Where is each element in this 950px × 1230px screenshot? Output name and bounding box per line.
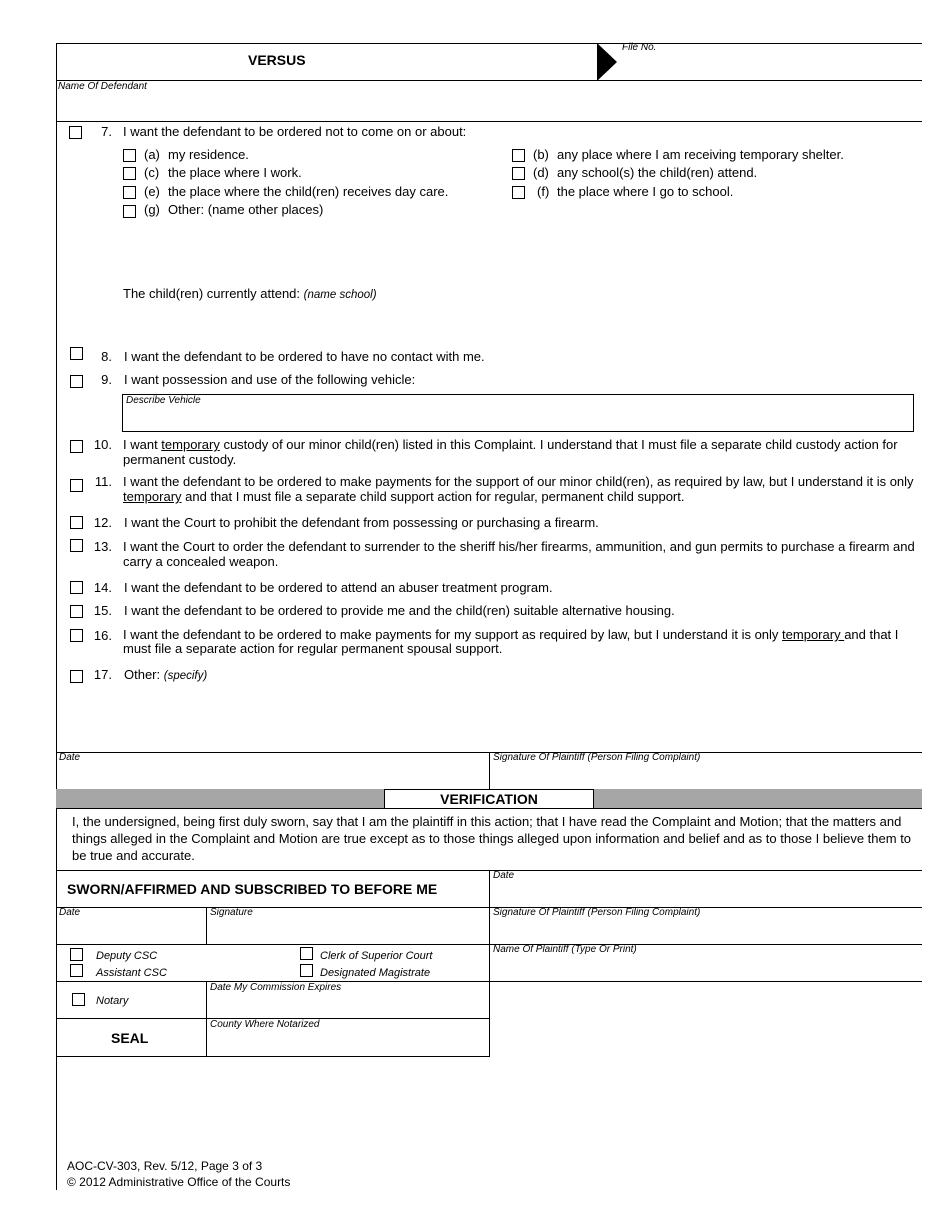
item7f-letter: (f) [537,184,550,199]
header-top-rule [56,43,922,44]
deputy-csc-checkbox[interactable] [70,948,83,961]
item7a-checkbox[interactable] [123,149,136,162]
county-notarized-field[interactable] [210,1032,485,1054]
item7c-text: the place where I work. [168,165,302,180]
item9-text: I want possession and use of the following vehicle: [124,372,416,387]
item7f-text: the place where I go to school. [557,184,734,199]
date-label: Date [59,752,81,763]
item13-number: 13. [93,539,112,554]
children-attend-text: The child(ren) currently attend: [123,286,301,301]
item8-number: 8. [101,349,112,364]
verification-signature-label: Signature Of Plaintiff (Person Filing Complaint) [493,907,701,918]
name-school-hint: (name school) [303,289,377,301]
item7g-checkbox[interactable] [123,205,136,218]
item7c-letter: (c) [144,165,160,180]
item7e-letter: (e) [144,184,160,199]
item17-other-field[interactable] [124,686,914,744]
versus-label: VERSUS [248,52,306,68]
commission-expires-field[interactable] [210,995,485,1017]
item15-text: I want the defendant to be ordered to provide me and the child(ren) suitable alternative housing. [124,603,675,618]
item7b-text: any place where I am receiving temporary shelter. [557,147,844,162]
header-bottom-rule [56,121,922,122]
item7b-letter: (b) [533,147,549,162]
clerk-superior-court-label: Clerk of Superior Court [320,950,433,962]
item11-text-post: and that I must file a separate child support action for regular, permanent child support. [181,489,685,504]
item7b-checkbox[interactable] [512,149,525,162]
item17-checkbox[interactable] [70,670,83,683]
file-arrow-icon [597,43,617,81]
item7g-other-places-field[interactable] [144,222,914,272]
item16-text-post: and that I must file a separate action for regular permanent spousal support. [123,627,899,656]
item16-text-pre: I want the defendant to be ordered to make payments for my support as required by law, but I understand it is only [123,627,783,642]
header-mid-rule [56,80,922,81]
item7g-letter: (g) [144,202,160,217]
item10-number: 10. [93,437,112,452]
sworn-heading: SWORN/AFFIRMED AND SUBSCRIBED TO BEFORE ME [67,881,438,897]
item7d-checkbox[interactable] [512,167,525,180]
item12-text: I want the Court to prohibit the defendant from possessing or purchasing a firearm. [124,515,599,530]
item7d-letter: (d) [533,165,549,180]
assistant-csc-label: Assistant CSC [96,967,167,979]
sworn-row2-rule [56,907,922,908]
designated-magistrate-checkbox[interactable] [300,964,313,977]
item11-number: 11. [94,474,112,489]
signature-of-plaintiff-label: Signature Of Plaintiff (Person Filing Complaint) [493,752,701,763]
item16-text [123,628,918,656]
file-no-label: File No. [622,42,657,53]
copyright: © 2012 Administrative Office of the Courts [67,1175,291,1189]
sworn-bottom-rule [56,1056,490,1057]
describe-vehicle-label: Describe Vehicle [126,395,201,406]
item11-text-pre: I want the defendant to be ordered to make payments for the support of our minor child(ren), as required by law, but I understand it is only [123,474,914,489]
clerk-superior-court-checkbox[interactable] [300,947,313,960]
verification-signature-field[interactable] [493,920,918,942]
signature-row-divider [489,752,490,789]
item17-number: 17. [93,667,112,682]
name-of-plaintiff-label: Name Of Plaintiff (Type Or Print) [493,944,637,955]
item9-number: 9. [101,372,112,387]
item13-checkbox[interactable] [70,539,83,552]
item14-number: 14. [93,580,112,595]
item11-text-underlined: temporary [123,489,182,504]
item13-text: I want the Court to order the defendant to surrender to the sheriff his/her firearms, ammunition, and gun permits to purchase a firearm and carry a concealed weapon. [123,539,915,569]
item8-checkbox[interactable] [70,347,83,360]
form-id: AOC-CV-303, Rev. 5/12, Page 3 of 3 [67,1159,263,1173]
item7f-checkbox[interactable] [512,186,525,199]
item7e-checkbox[interactable] [123,186,136,199]
signature-of-plaintiff-field[interactable] [493,765,918,787]
verification-title: VERIFICATION [384,789,594,808]
item7d-text: any school(s) the child(ren) attend. [557,165,758,180]
school-name-field[interactable] [400,283,914,323]
item15-checkbox[interactable] [70,605,83,618]
describe-vehicle-box[interactable] [122,394,914,432]
item14-text: I want the defendant to be ordered to attend an abuser treatment program. [124,580,553,595]
item12-number: 12. [93,515,112,530]
sworn-date-label: Date [59,907,81,918]
children-attend-line [123,286,377,301]
date-field[interactable] [60,765,484,787]
item10-text-post: custody of our minor child(ren) listed in this Complaint. I understand that I must file a separate child custody action for permanent custody. [123,437,898,467]
item8-text: I want the defendant to be ordered to have no contact with me. [124,349,485,364]
item7-number: 7. [101,124,112,139]
item17-text [124,667,207,682]
notary-label: Notary [96,995,129,1007]
sworn-row3-rule [56,944,922,945]
item7a-text: my residence. [168,147,249,162]
name-of-defendant-label: Name Of Defendant [58,81,147,92]
verification-date-label: Date [493,870,515,881]
item9-checkbox[interactable] [70,375,83,388]
item17-specify-hint: (specify) [163,670,208,682]
item15-number: 15. [93,603,112,618]
name-of-plaintiff-field[interactable] [493,957,918,979]
item12-checkbox[interactable] [70,516,83,529]
sworn-date-field[interactable] [60,920,202,942]
item10-text-pre: I want [123,437,162,452]
verification-text: I, the undersigned, being first duly sworn, say that I am the plaintiff in this action; that I have read the Complaint and Motion; that the matters and things alleged in the Complaint and Motion are true except as to those things alleged upon information and belief and as to those I believe them to be true and accurate. [72,814,912,863]
sworn-row4-rule [56,981,922,982]
item14-checkbox[interactable] [70,581,83,594]
file-no-field[interactable] [620,55,920,77]
item10-text-underlined: temporary [161,437,220,452]
seal-label: SEAL [111,1030,149,1046]
verification-date-field[interactable] [493,883,918,905]
item11-text [123,474,918,504]
verification-band-bottom-rule [56,808,922,809]
county-notarized-label: County Where Notarized [210,1019,320,1030]
designated-magistrate-label: Designated Magistrate [320,967,431,979]
name-of-defendant-field[interactable] [60,94,918,118]
item7g-text: Other: (name other places) [168,202,324,217]
item10-checkbox[interactable] [70,440,83,453]
official-signature-field[interactable] [210,920,485,942]
notary-checkbox[interactable] [72,993,85,1006]
official-signature-label: Signature [210,907,253,918]
item7c-checkbox[interactable] [123,167,136,180]
item11-checkbox[interactable] [70,479,83,492]
commission-expires-label: Date My Commission Expires [210,982,342,993]
item7-text: I want the defendant to be ordered not to come on or about: [123,124,467,139]
item7a-letter: (a) [144,147,160,162]
item16-text-underlined: temporary [782,627,845,642]
item10-text [123,437,918,467]
item7e-text: the place where the child(ren) receives day care. [168,184,449,199]
item17-other-label: Other: [124,667,161,682]
item7-checkbox[interactable] [69,126,82,139]
assistant-csc-checkbox[interactable] [70,964,83,977]
sworn-center-divider [489,870,490,1056]
deputy-csc-label: Deputy CSC [96,950,158,962]
item16-checkbox[interactable] [70,629,83,642]
item16-number: 16. [93,628,112,643]
sworn-date-sig-divider [206,907,207,944]
